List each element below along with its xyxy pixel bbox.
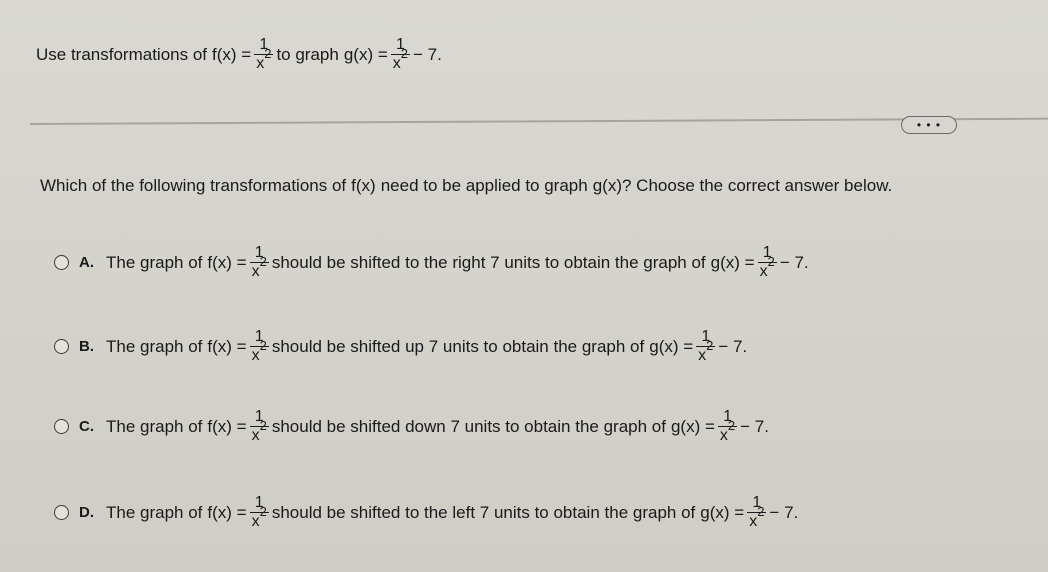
f-numerator: 1 [259, 36, 269, 53]
option-pre: The graph of [106, 416, 203, 436]
option-f-lhs: f(x) = [207, 252, 247, 272]
option-g-fraction: $\frac{1}{x^2}$ [749, 494, 765, 530]
prompt-f: f(x) [351, 176, 376, 195]
question-intro: Use transformations of [36, 44, 208, 64]
option-g-tail: − 7. [718, 336, 748, 356]
g-denominator: $x^2$ [392, 45, 409, 72]
option-g-fraction: $\frac{1}{x^2}$ [759, 244, 775, 280]
option-g-fraction: $\frac{1}{x^2}$ [719, 408, 736, 444]
prompt-text [40, 176, 892, 196]
prompt-part3: ? Choose the correct answer below. [622, 176, 893, 195]
option-g-tail: − 7. [779, 252, 809, 272]
radio-option-d[interactable] [54, 505, 69, 520]
option-d[interactable] [54, 494, 798, 531]
option-pre: The graph of [106, 502, 203, 522]
option-f-fraction: $\frac{1}{x^2}$ [251, 494, 267, 530]
option-pre: The graph of [106, 336, 203, 356]
option-g-lhs: g(x) = [649, 336, 694, 356]
option-f-lhs: f(x) = [207, 336, 247, 356]
option-letter: A. [79, 254, 94, 271]
option-letter: B. [79, 338, 94, 355]
section-divider [30, 118, 1048, 125]
question-text [36, 36, 442, 73]
option-mid: should be shifted up 7 units to obtain the graph of [271, 336, 645, 356]
option-pre: The graph of [106, 252, 203, 272]
f-denominator: $x^2$ [256, 45, 272, 72]
option-f-fraction: $\frac{1}{x^2}$ [251, 408, 267, 444]
option-letter: D. [79, 504, 94, 521]
g-fraction [391, 36, 410, 73]
option-f-fraction: $\frac{1}{x^2}$ [251, 244, 267, 280]
option-f-lhs: f(x) = [207, 502, 247, 522]
option-g-fraction: $\frac{1}{x^2}$ [698, 328, 714, 364]
radio-option-b[interactable] [54, 339, 69, 354]
option-mid: should be shifted down 7 units to obtain the graph of [271, 416, 666, 436]
option-b[interactable] [54, 328, 747, 365]
f-lhs: f(x) = [212, 44, 252, 64]
prompt-part2: need to be applied to graph [380, 176, 588, 195]
question-mid: to graph [276, 44, 339, 64]
option-g-lhs: g(x) = [700, 502, 745, 522]
option-mid: should be shifted to the right 7 units to obtain the graph of [271, 252, 706, 272]
more-options-button[interactable]: • • • [901, 116, 957, 134]
option-g-lhs: g(x) = [670, 416, 715, 436]
g-tail: − 7. [413, 44, 442, 64]
option-g-tail: − 7. [769, 502, 799, 522]
prompt-g: g(x) [592, 176, 622, 195]
prompt-part1: Which of the following transformations of [40, 176, 347, 195]
radio-option-a[interactable] [54, 255, 69, 270]
option-g-tail: − 7. [740, 416, 769, 436]
option-mid: should be shifted to the left 7 units to obtain the graph of [271, 502, 696, 522]
option-c[interactable] [54, 408, 769, 445]
option-f-fraction: $\frac{1}{x^2}$ [251, 328, 267, 364]
option-letter: C. [79, 418, 94, 435]
g-lhs: g(x) = [343, 44, 388, 64]
radio-option-c[interactable] [54, 419, 69, 434]
g-numerator: 1 [395, 36, 405, 53]
option-f-lhs: f(x) = [207, 416, 247, 436]
option-g-lhs: g(x) = [710, 252, 755, 272]
option-a[interactable] [54, 244, 809, 281]
f-fraction [254, 36, 273, 73]
